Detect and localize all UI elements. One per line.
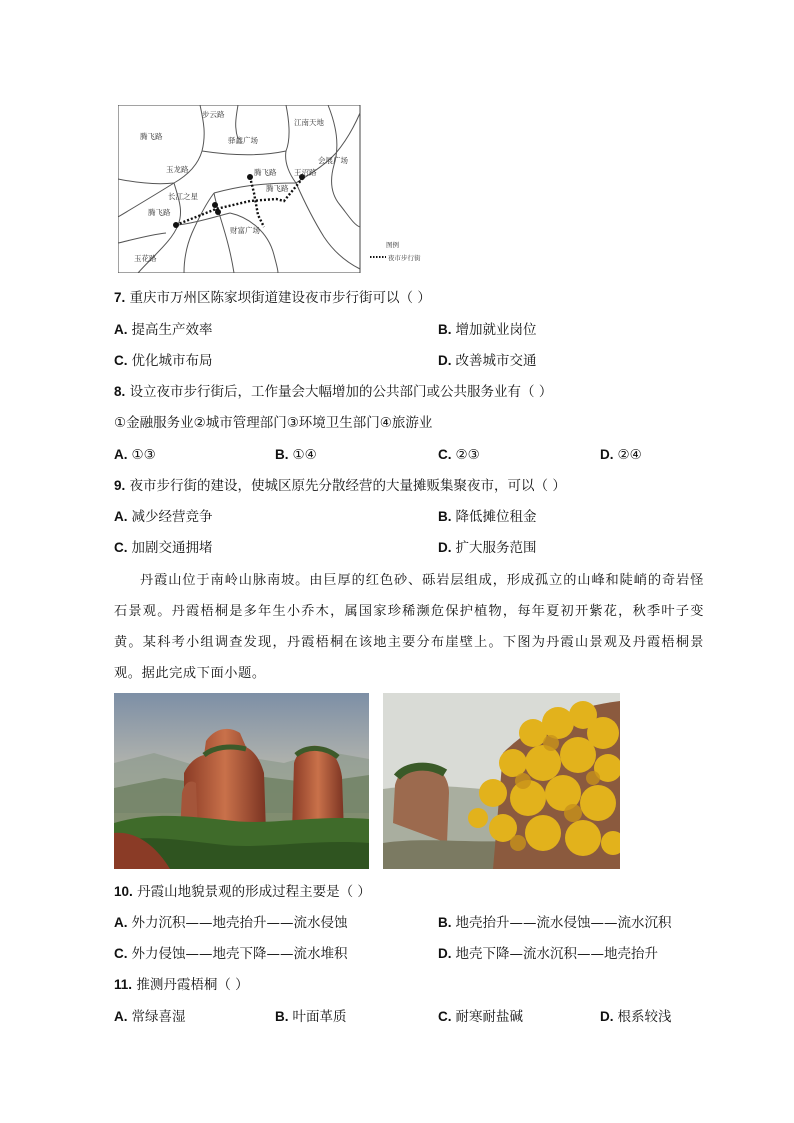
option-7b[interactable] xyxy=(438,321,537,339)
option-label: C. xyxy=(114,946,128,961)
option-text: 地壳抬升——流水侵蚀——流水沉积 xyxy=(455,915,672,931)
street-map xyxy=(118,105,430,273)
map-label-tengfei-center: 腾飞路 xyxy=(254,168,277,177)
stop-marker xyxy=(212,202,218,208)
street-map-svg xyxy=(118,105,430,273)
option-label: D. xyxy=(438,946,452,961)
option-10a[interactable] xyxy=(114,914,348,932)
option-text: ②③ xyxy=(455,447,480,463)
option-7d[interactable] xyxy=(438,352,537,370)
option-label: A. xyxy=(114,509,128,524)
option-text: 减少经营竞争 xyxy=(131,509,213,525)
option-10c[interactable] xyxy=(114,945,348,963)
option-text: 加剧交通拥堵 xyxy=(131,540,213,556)
map-label-yixin: 驿鑫广场 xyxy=(228,136,258,145)
option-9d[interactable] xyxy=(438,539,537,557)
option-label: B. xyxy=(438,322,452,337)
question-number: 9. xyxy=(114,478,126,493)
option-text: 外力侵蚀——地壳下降——流水堆积 xyxy=(131,946,348,962)
option-label: A. xyxy=(114,915,128,930)
option-label: D. xyxy=(600,447,614,462)
question-text: 重庆市万州区陈家坝街道建设夜市步行街可以（ ） xyxy=(129,290,431,306)
option-text: ①③ xyxy=(131,447,156,463)
option-label: C. xyxy=(114,353,128,368)
question-text: 设立夜市步行街后，工作量会大幅增加的公共部门或公共服务业有（ ） xyxy=(129,384,553,400)
question-8 xyxy=(114,383,552,401)
option-label: D. xyxy=(438,353,452,368)
map-label-caifu: 财富广场 xyxy=(230,226,260,235)
option-8b[interactable] xyxy=(275,446,317,464)
question-number: 11. xyxy=(114,977,133,992)
option-11b[interactable] xyxy=(275,1008,347,1026)
option-label: C. xyxy=(438,447,452,462)
danxia-wutong-photo xyxy=(383,693,620,869)
option-label: B. xyxy=(275,1009,289,1024)
option-9b[interactable] xyxy=(438,508,537,526)
option-text: 提高生产效率 xyxy=(131,322,213,338)
option-text: 地壳下降—流水沉积——地壳抬升 xyxy=(455,946,658,962)
map-label-wangzhao: 王沼路 xyxy=(294,168,317,177)
question-7 xyxy=(114,289,431,307)
option-label: C. xyxy=(438,1009,452,1024)
map-label-tengfei-sw: 腾飞路 xyxy=(148,208,171,217)
legend-item: 夜市步行街 xyxy=(388,254,421,262)
map-label-jiangnan: 江南天地 xyxy=(294,118,324,127)
option-7c[interactable] xyxy=(114,352,213,370)
option-text: 外力沉积——地壳抬升——流水侵蚀 xyxy=(131,915,348,931)
stop-marker xyxy=(247,174,253,180)
option-10b[interactable] xyxy=(438,914,672,932)
option-9c[interactable] xyxy=(114,539,213,557)
passage-text: 丹霞山位于南岭山脉南坡。由巨厚的红色砂、砾岩层组成，形成孤立的山峰和陡峭的奇岩怪石景观。丹霞梧桐是多年生小乔木，属国家珍稀濒危保护植物，每年夏初开紫花，秋季叶子变黄。某科考小组调查发现，丹霞梧桐在该地主要分布崖壁上。下图为丹霞山景观及丹霞梧桐景观。据此完成下面小题。 xyxy=(114,573,704,681)
option-text: ①④ xyxy=(292,447,317,463)
question-number: 10. xyxy=(114,884,133,899)
option-label: D. xyxy=(438,540,452,555)
option-text: 常绿喜湿 xyxy=(131,1009,186,1025)
option-text: 降低摊位租金 xyxy=(455,509,537,525)
option-11c[interactable] xyxy=(438,1008,523,1026)
option-text: 叶面革质 xyxy=(292,1009,347,1025)
option-label: A. xyxy=(114,447,128,462)
option-text: ②④ xyxy=(617,447,642,463)
map-label-huizhan: 会展广场 xyxy=(318,156,348,165)
danxia-mountain-photo xyxy=(114,693,369,869)
question-number: 7. xyxy=(114,290,126,305)
option-11a[interactable] xyxy=(114,1008,186,1026)
option-text: 优化城市布局 xyxy=(131,353,213,369)
option-text: 耐寒耐盐碱 xyxy=(455,1009,523,1025)
question-10 xyxy=(114,883,371,901)
stop-marker xyxy=(215,209,221,215)
map-label-yuhua: 玉花路 xyxy=(134,254,157,263)
danxia-mountain-svg xyxy=(114,693,369,869)
option-10d[interactable] xyxy=(438,945,658,963)
map-label-tengfei: 腾飞路 xyxy=(140,132,163,141)
option-text: 根系较浅 xyxy=(617,1009,672,1025)
danxia-wutong-svg xyxy=(383,693,620,869)
option-11d[interactable] xyxy=(600,1008,672,1026)
question-text: 推测丹霞梧桐（ ） xyxy=(136,977,249,993)
question-11 xyxy=(114,976,249,994)
question-8-choices: ①金融服务业②城市管理部门③环境卫生部门④旅游业 xyxy=(114,415,433,431)
option-8c[interactable] xyxy=(438,446,480,464)
stop-marker xyxy=(173,222,179,228)
option-text: 增加就业岗位 xyxy=(455,322,537,338)
option-7a[interactable] xyxy=(114,321,213,339)
option-label: B. xyxy=(438,509,452,524)
option-8a[interactable] xyxy=(114,446,156,464)
option-label: A. xyxy=(114,322,128,337)
question-text: 丹霞山地貌景观的形成过程主要是（ ） xyxy=(137,884,371,900)
map-label-changjiang: 长江之星 xyxy=(168,192,198,201)
option-label: D. xyxy=(600,1009,614,1024)
option-label: B. xyxy=(438,915,452,930)
option-label: C. xyxy=(114,540,128,555)
question-9 xyxy=(114,477,566,495)
option-label: A. xyxy=(114,1009,128,1024)
option-9a[interactable] xyxy=(114,508,213,526)
map-label-tengfei-east: 腾飞路 xyxy=(266,184,289,193)
option-text: 改善城市交通 xyxy=(455,353,537,369)
map-label-buyun: 步云路 xyxy=(202,110,225,119)
option-8d[interactable] xyxy=(600,446,642,464)
map-label-yulong: 玉龙路 xyxy=(166,165,189,174)
legend-title: 图例 xyxy=(386,241,399,249)
option-text: 扩大服务范围 xyxy=(455,540,537,556)
option-label: B. xyxy=(275,447,289,462)
question-number: 8. xyxy=(114,384,126,399)
question-text: 夜市步行街的建设，使城区原先分散经营的大量摊贩集聚夜市，可以（ ） xyxy=(129,478,566,494)
